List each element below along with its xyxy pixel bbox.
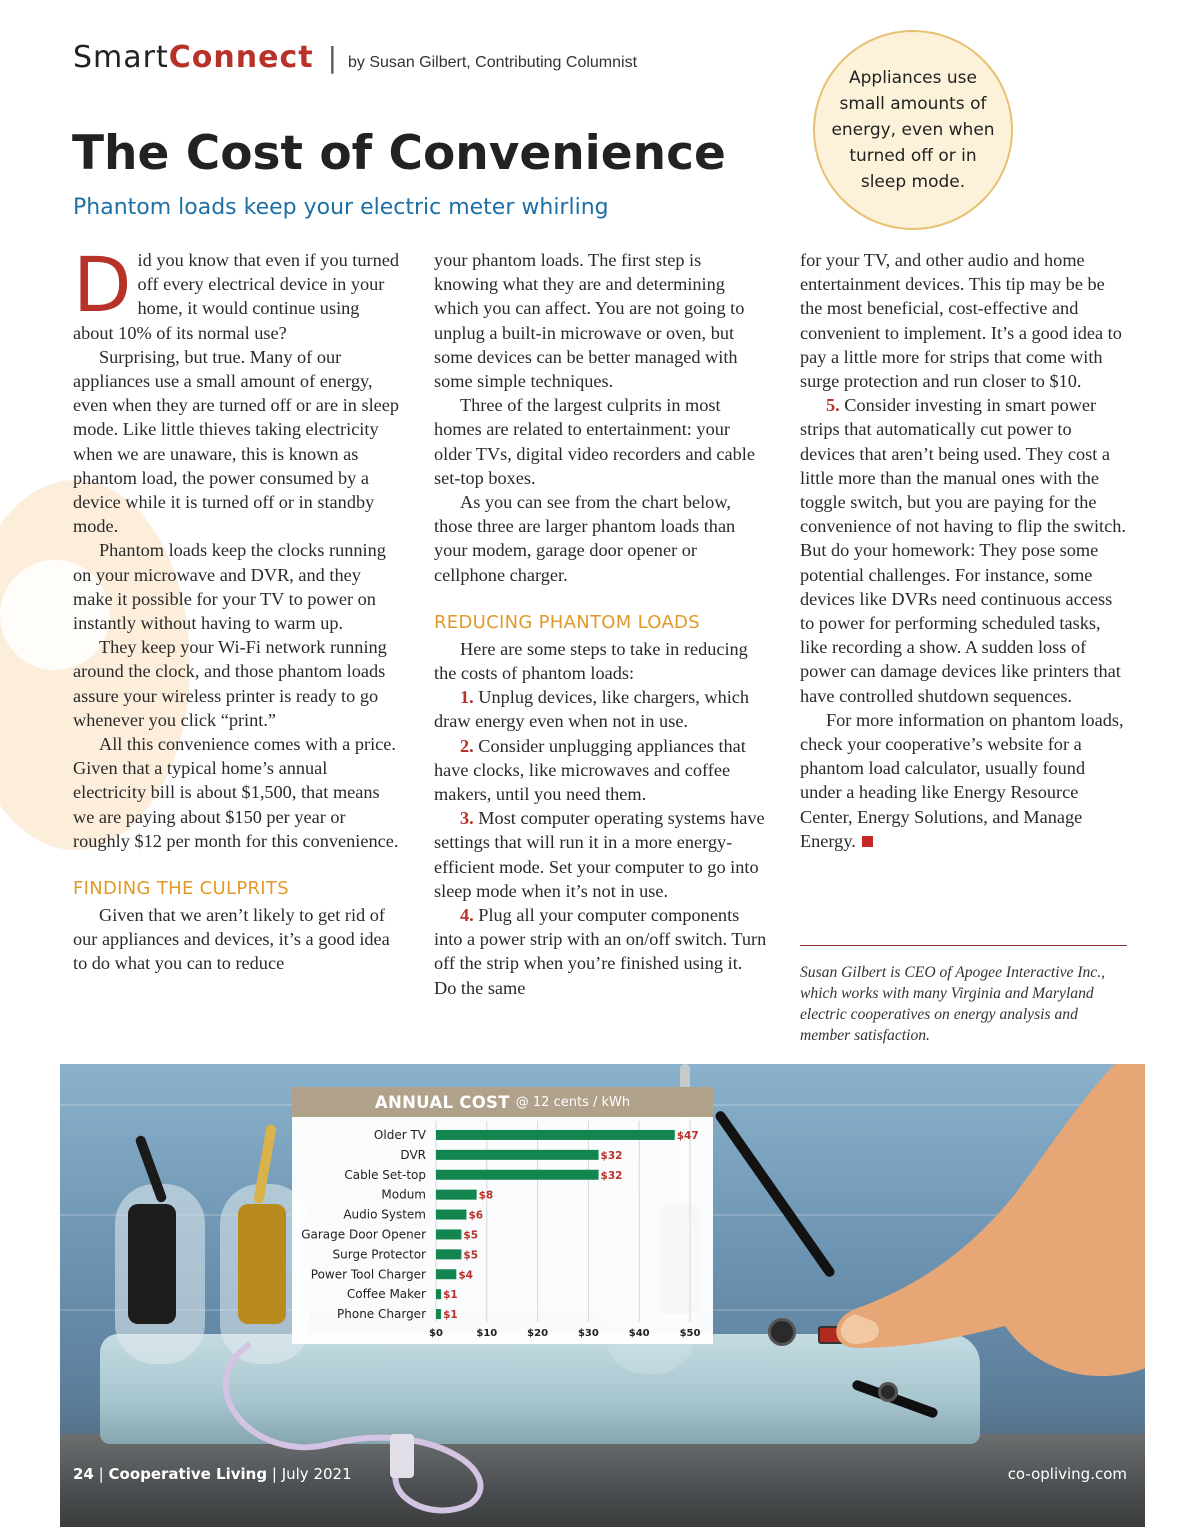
pointing-hand-icon: [815, 1064, 1145, 1384]
x-tick-label: $0: [429, 1328, 443, 1339]
publication-name: Cooperative Living: [108, 1465, 268, 1483]
paragraph: As you can see from the chart below, those three are larger phantom loads than your modem, garage door opener or cellphone charger.: [434, 492, 736, 585]
value-label: $47: [676, 1129, 699, 1142]
step-number: 3.: [460, 808, 474, 829]
paragraph: for your TV, and other audio and home entertainment devices. This tip may be be the most beneficial, cost-effective and convenient to implement. It’s a good idea to pay a little more for strips that come with surge protection and run closer to $10.: [800, 250, 1122, 392]
value-label: $4: [458, 1269, 473, 1282]
page-number: 24: [73, 1465, 94, 1483]
bar: [436, 1309, 441, 1319]
usb-cable: [210, 1324, 560, 1524]
article-title: The Cost of Convenience: [72, 126, 726, 181]
footer-left: [73, 1465, 352, 1483]
byline: by Susan Gilbert, Contributing Columnist: [348, 54, 638, 71]
brand-connect: Connect: [168, 40, 314, 75]
x-tick-label: $50: [679, 1328, 701, 1339]
chart-plot: [292, 1087, 713, 1344]
paragraph-text: id you know that even if you turned off every electrical device in your home, it would continue using about 10% of its normal use?: [73, 250, 400, 343]
paragraph: [73, 240, 403, 345]
step-text: Consider unplugging appliances that have clocks, like microwaves and coffee makers, until you need them.: [434, 735, 746, 805]
value-label: $32: [600, 1149, 623, 1162]
category-label: Cable Set-top: [344, 1167, 426, 1182]
drop-cap: D: [73, 240, 132, 329]
bar: [436, 1289, 441, 1299]
x-tick-label: $10: [476, 1328, 498, 1339]
footer-separator: |: [98, 1465, 104, 1483]
article-column-2: [434, 248, 769, 1000]
paragraph: [800, 708, 1130, 853]
paragraph: Three of the largest culprits in most homes are related to entertainment: your older TVs, digital video recorders and cable set-top boxes.: [434, 395, 755, 488]
x-tick-label: $20: [527, 1328, 549, 1339]
chart-title: ANNUAL COST: [374, 1092, 510, 1112]
step-4: [434, 903, 769, 1000]
bar: [436, 1229, 461, 1239]
category-label: Garage Door Opener: [301, 1227, 426, 1242]
value-label: $1: [443, 1309, 458, 1322]
category-label: Power Tool Charger: [310, 1267, 426, 1282]
end-mark-icon: [862, 836, 873, 847]
pullquote-circle: [813, 30, 1013, 230]
paragraph: your phantom loads. The first step is knowing what they are and determining which you can affect. You are not going to unplug a built-in microwave or oven, but some devices can be better managed with some simple techniques.: [434, 250, 745, 392]
paragraph: They keep your Wi-Fi network running around the clock, and those phantom loads assure your wireless printer is ready to go whenever you click “print.”: [73, 637, 387, 730]
bar: [436, 1170, 599, 1180]
x-tick-label: $30: [577, 1328, 599, 1339]
paragraph: Phantom loads keep the clocks running on your microwave and DVR, and they make it possible for your TV to power on instantly without having to warm up.: [73, 540, 386, 634]
bar: [436, 1210, 466, 1220]
article-subtitle: Phantom loads keep your electric meter whirling: [73, 195, 609, 220]
section-heading: FINDING THE CULPRITS: [73, 878, 289, 900]
footer-website: co-opliving.com: [1007, 1465, 1127, 1483]
step-text: Unplug devices, like chargers, which draw energy even when not in use.: [434, 687, 750, 732]
section-heading: REDUCING PHANTOM LOADS: [434, 611, 700, 633]
gold-plug-icon: [238, 1204, 286, 1324]
value-label: $8: [478, 1189, 494, 1202]
bar: [436, 1190, 477, 1200]
bar: [436, 1249, 461, 1259]
footer-separator: |: [271, 1465, 277, 1483]
category-label: Surge Protector: [332, 1247, 426, 1262]
paragraph: All this convenience comes with a price. Given that a typical home’s annual electricity bill is about $1,500, that means we are paying about $150 per year or roughly $12 per month for this convenience.: [73, 734, 399, 851]
pullquote-text: Appliances use small amounts of energy, even when turned off or in sleep mode.: [831, 68, 995, 192]
bar: [436, 1269, 456, 1279]
step-text: Most computer operating systems have settings that will run it in a more energy-efficient mode. Set your computer to go into sleep mode when it’s not in use.: [434, 808, 765, 901]
strip-knob-icon: [878, 1382, 898, 1402]
step-number: 4.: [460, 905, 474, 926]
reset-button-icon: [768, 1318, 796, 1346]
paragraph: Here are some steps to take in reducing the costs of phantom loads:: [434, 638, 748, 684]
category-label: DVR: [400, 1147, 426, 1162]
annual-cost-chart: [292, 1087, 713, 1344]
bio-divider: [800, 945, 1127, 946]
step-number: 5.: [826, 395, 840, 416]
step-text: Plug all your computer components into a power strip with an on/off switch. Turn off the strip when you’re finished using it. Do the same: [434, 905, 767, 998]
chart-subtitle: @ 12 cents / kWh: [515, 1094, 631, 1110]
x-tick-label: $40: [628, 1328, 650, 1339]
hand-shape: [836, 1064, 1145, 1376]
usb-cable-path: [226, 1344, 481, 1510]
article-column-1: [73, 240, 403, 976]
step-2: [434, 734, 769, 807]
usb-plug-icon: [390, 1434, 414, 1478]
bar: [436, 1150, 599, 1160]
paragraph: Given that we aren’t likely to get rid of our appliances and devices, it’s a good idea to do what you can to reduce: [73, 905, 390, 974]
category-label: Older TV: [373, 1127, 426, 1142]
value-label: $32: [600, 1169, 623, 1182]
step-5: [800, 393, 1130, 708]
category-label: Coffee Maker: [346, 1287, 426, 1302]
step-text: Consider investing in smart power strips that automatically cut power to devices that aren’t being used. They cost a little more than the manual ones with the toggle switch, but you are paying for the convenience of not having to flip the switch. But do your homework: They pose some potential challenges. For instance, some devices like DVRs need continuous access to power for performing scheduled tasks, like recording a show. A sudden loss of power can damage devices like printers that have controlled shutdown sequences.: [800, 395, 1126, 706]
column-brand-header: [73, 40, 637, 75]
step-1: [434, 685, 769, 733]
value-label: $5: [463, 1249, 479, 1262]
value-label: $5: [463, 1229, 479, 1242]
bar: [436, 1130, 675, 1140]
category-label: Modum: [381, 1187, 426, 1202]
brand-separator: |: [327, 41, 338, 74]
brand-smart: Smart: [73, 40, 169, 75]
black-plug-icon: [128, 1204, 176, 1324]
author-bio: Susan Gilbert is CEO of Apogee Interactive Inc., which works with many Virginia and Maryland electric cooperatives on energy analysis and member satisfaction.: [800, 964, 1106, 1044]
category-label: Audio System: [343, 1207, 426, 1222]
step-number: 1.: [460, 687, 474, 708]
step-3: [434, 806, 769, 903]
value-label: $6: [468, 1209, 484, 1222]
issue-date: July 2021: [281, 1465, 352, 1483]
value-label: $1: [443, 1289, 458, 1302]
step-number: 2.: [460, 735, 474, 756]
paragraph-text: For more information on phantom loads, check your cooperative’s website for a phantom load calculator, usually found under a heading like Energy Resource Center, Energy Solutions, and Manage Energy.: [800, 709, 1124, 851]
article-column-3: [800, 248, 1130, 853]
category-label: Phone Charger: [337, 1307, 426, 1322]
paragraph: Surprising, but true. Many of our appliances use a small amount of energy, even when they are turned off or are in sleep mode. Like little thieves taking electricity when we are unaware, this is known as phantom load, the power consumed by a device while it is turned off or in standby mode.: [73, 346, 400, 537]
